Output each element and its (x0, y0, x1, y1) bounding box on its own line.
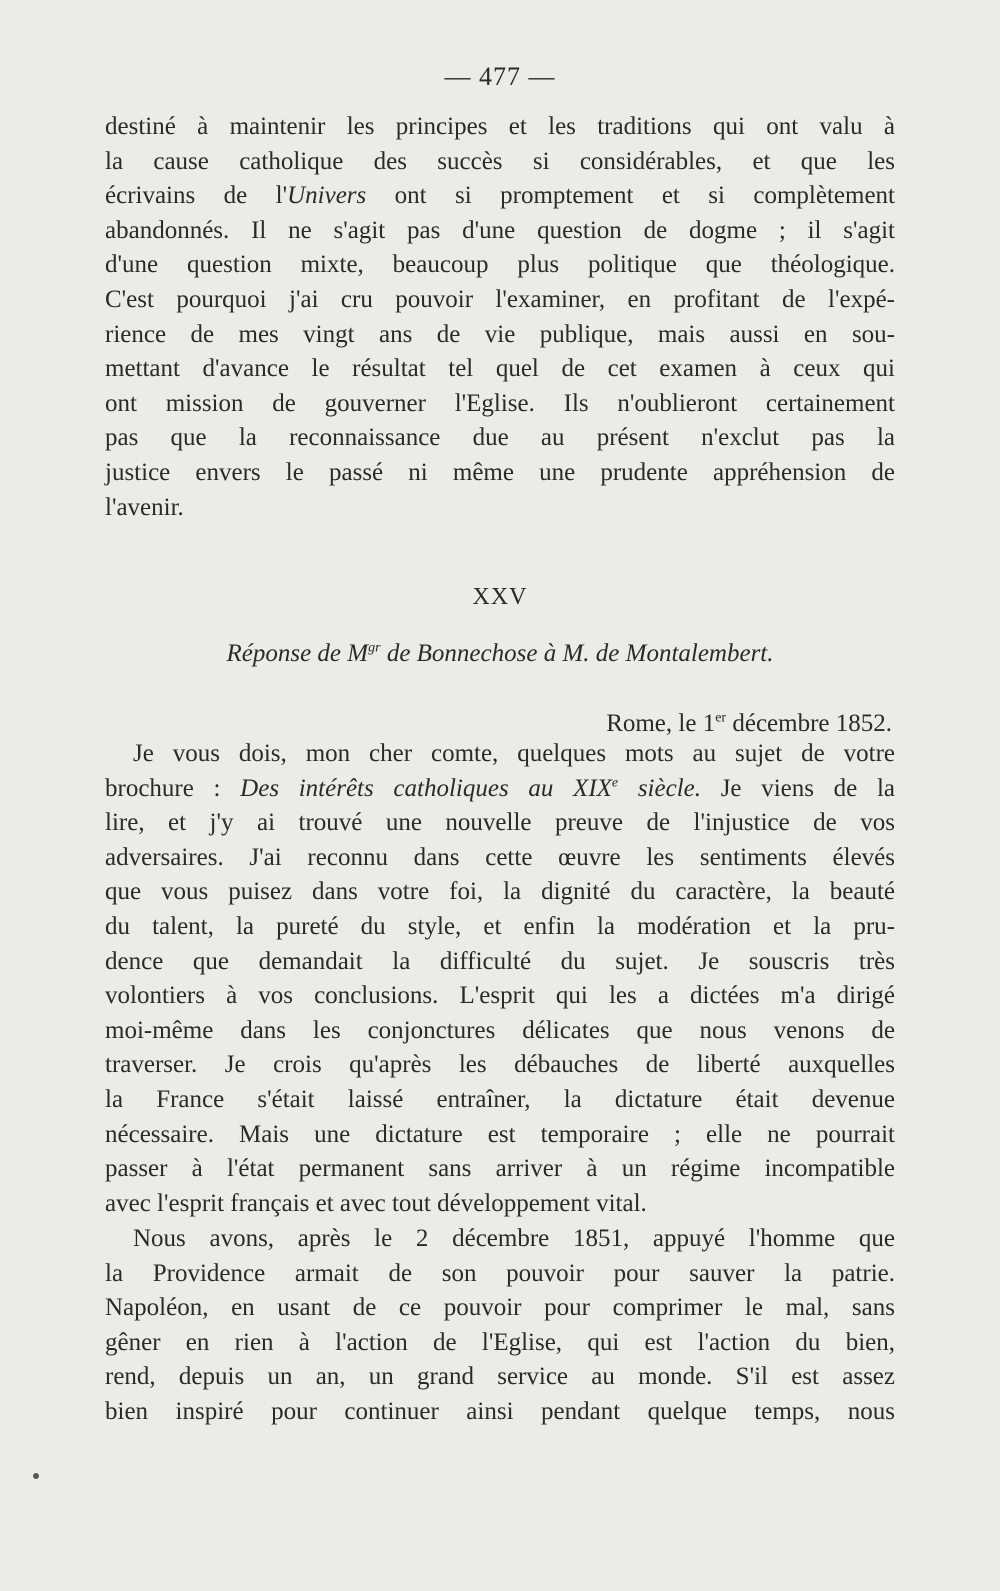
text-line: volontiers à vos conclusions. L'esprit qui les a dictées m'a dirigé (105, 982, 895, 1010)
text-line: dence que demandait la difficulté du sujet. Je souscris très (105, 947, 895, 975)
text-line: moi-même dans les conjonctures délicates que nous venons de (105, 1016, 895, 1044)
text-line: rend, depuis un an, un grand service au monde. S'il est assez (105, 1363, 895, 1391)
text-line: la France s'était laissé entraîner, la dictature était devenue (105, 1085, 895, 1113)
text-line: d'une question mixte, beaucoup plus politique que théologique. (105, 251, 895, 279)
text-line: la Providence armait de son pouvoir pour sauver la patrie. (105, 1259, 895, 1287)
text-line: Nous avons, après le 2 décembre 1851, appuyé l'homme que (133, 1225, 895, 1252)
letter-paragraph-2 (105, 1222, 895, 1430)
text-line: bien inspiré pour continuer ainsi pendant quelque temps, nous (105, 1397, 895, 1425)
text-line: passer à l'état permanent sans arriver à un régime incompatible (105, 1155, 895, 1183)
text-line: avec l'esprit français et avec tout développement vital. (105, 1189, 647, 1217)
ink-speck (33, 1473, 39, 1479)
page-number: — 477 — (444, 62, 556, 91)
text-line: nécessaire. Mais une dictature est temporaire ; elle ne pourrait (105, 1120, 895, 1148)
text-line: mettant d'avance le résultat tel quel de cet examen à ceux qui (105, 355, 895, 383)
letter-paragraph-1 (105, 737, 895, 1221)
text-line: abandonnés. Il ne s'agit pas d'une question de dogme ; il s'agit (105, 216, 895, 244)
text-line: gêner en rien à l'action de l'Eglise, qui est l'action du bien, (105, 1328, 895, 1356)
text-line: ont mission de gouverner l'Eglise. Ils n'oublieront certainement (105, 389, 895, 417)
text-line: C'est pourquoi j'ai cru pouvoir l'examiner, en profitant de l'expé- (105, 285, 895, 313)
text-line: la cause catholique des succès si considérables, et que les (105, 147, 895, 175)
text-line: justice envers le passé ni même une prudente appréhension de (105, 458, 895, 486)
text-line: Napoléon, en usant de ce pouvoir pour comprimer le mal, sans (105, 1294, 895, 1322)
text-line: lire, et j'y ai trouvé une nouvelle preuve de l'injustice de vos (105, 809, 895, 837)
text-line: traverser. Je crois qu'après les débauches de liberté auxquelles (105, 1051, 895, 1079)
text-line: du talent, la pureté du style, et enfin la modération et la pru- (105, 912, 895, 940)
text-line: écrivains de l'Univers ont si promptement et si complètement (105, 182, 895, 210)
text-line: que vous puisez dans votre foi, la dignité du caractère, la beauté (105, 878, 895, 906)
text-line: destiné à maintenir les principes et les traditions qui ont valu à (105, 113, 895, 140)
text-line: adversaires. J'ai reconnu dans cette œuvre les sentiments élevés (105, 843, 895, 871)
paragraph-continuation (105, 110, 895, 525)
text-line: l'avenir. (105, 493, 184, 521)
letter-dateline: Rome, le 1er décembre 1852. (606, 710, 892, 737)
brochure-title: Des intérêts catholiques au XIXe siècle. (240, 774, 701, 802)
text-line: Je vous dois, mon cher comte, quelques mots au sujet de votre (133, 740, 895, 767)
journal-title: Univers (287, 182, 367, 210)
section-number: XXV (472, 584, 528, 610)
text-line: brochure : Des intérêts catholiques au XIXe siècle. Je viens de la (105, 774, 895, 802)
text-line: rience de mes vingt ans de vie publique, mais aussi en sou- (105, 320, 895, 348)
text-line: pas que la reconnaissance due au présent n'exclut pas la (105, 424, 895, 452)
section-title: Réponse de $M^{gr}$ de Bonnechose à M. de Montalembert. (226, 640, 774, 667)
